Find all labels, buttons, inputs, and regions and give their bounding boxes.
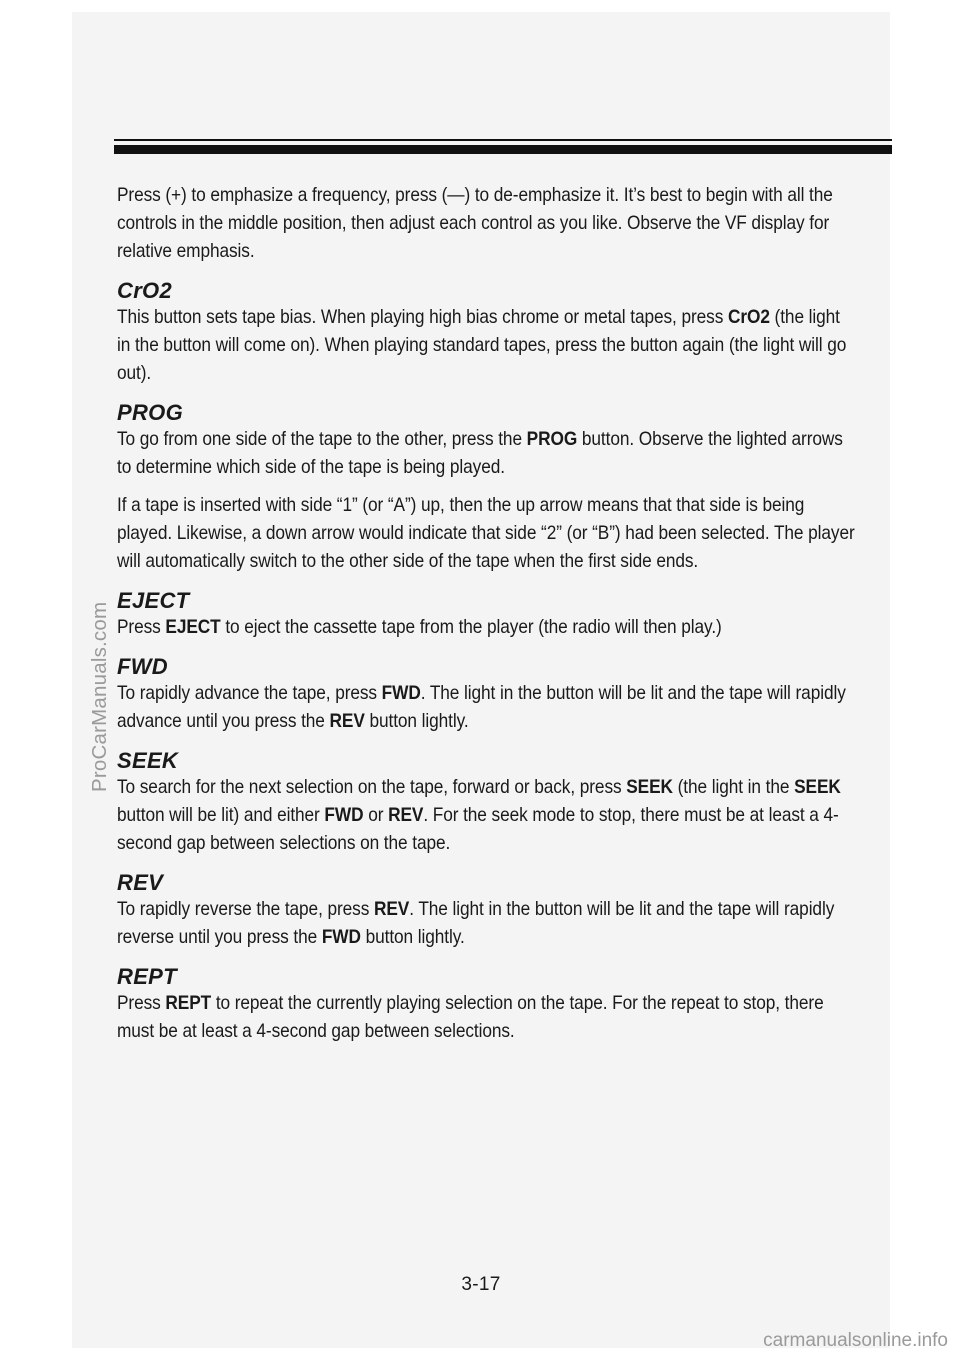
section-heading-fwd: FWD [117,654,168,679]
prog-paragraph-2: If a tape is inserted with side “1” (or “A”) up, then the up arrow means that that side is being played. Likewise, a down arrow would indicate that side “2” (or “B”) had been selected. The player will automatically switch to the other side of the tape when the first side ends. [117,495,855,572]
watermark-procarmanuals: ProCarManuals.com [88,601,111,792]
rept-paragraph: Press REPT to repeat the currently playing selection on the tape. For the repeat to stop, there must be at least a 4-second gap between selections. [117,993,824,1042]
manual-page [72,12,890,1348]
seek-paragraph: To search for the next selection on the tape, forward or back, press SEEK (the light in the SEEK button will be lit) and either FWD or REV. For the seek mode to stop, there must be at least a 4-second gap between selections on the tape. [117,777,841,854]
cro2-paragraph: This button sets tape bias. When playing high bias chrome or metal tapes, press CrO2 (the light in the button will come on). When playing standard tapes, press the button again (the light will go out). [117,307,847,384]
section-heading-rev: REV [117,870,164,895]
eject-paragraph: Press EJECT to eject the cassette tape from the player (the radio will then play.) [117,617,722,638]
page-body [117,182,857,1046]
header-rule [114,145,892,154]
fwd-paragraph: To rapidly advance the tape, press FWD. The light in the button will be lit and the tape will rapidly advance until you press the REV button lightly. [117,683,846,732]
rev-paragraph: To rapidly reverse the tape, press REV. The light in the button will be lit and the tape will rapidly reverse until you press the FWD button lightly. [117,899,835,948]
section-heading-cro2: CrO2 [117,278,172,303]
prog-paragraph: To go from one side of the tape to the other, press the PROG button. Observe the lighted arrows to determine which side of the tape is being played. [117,429,843,478]
section-heading-eject: EJECT [117,588,190,613]
header-rule-thin [114,139,892,141]
intro-paragraph: Press (+) to emphasize a frequency, press (—) to de-emphasize it. It’s best to begin with all the controls in the middle position, then adjust each control as you like. Observe the VF display for relative emphasis. [117,185,833,262]
section-heading-prog: PROG [117,400,183,425]
page-number: 3-17 [461,1274,501,1295]
watermark-carmanualsonline: carmanualsonline.info [763,1330,948,1351]
section-heading-seek: SEEK [117,748,179,773]
section-heading-rept: REPT [117,964,177,989]
